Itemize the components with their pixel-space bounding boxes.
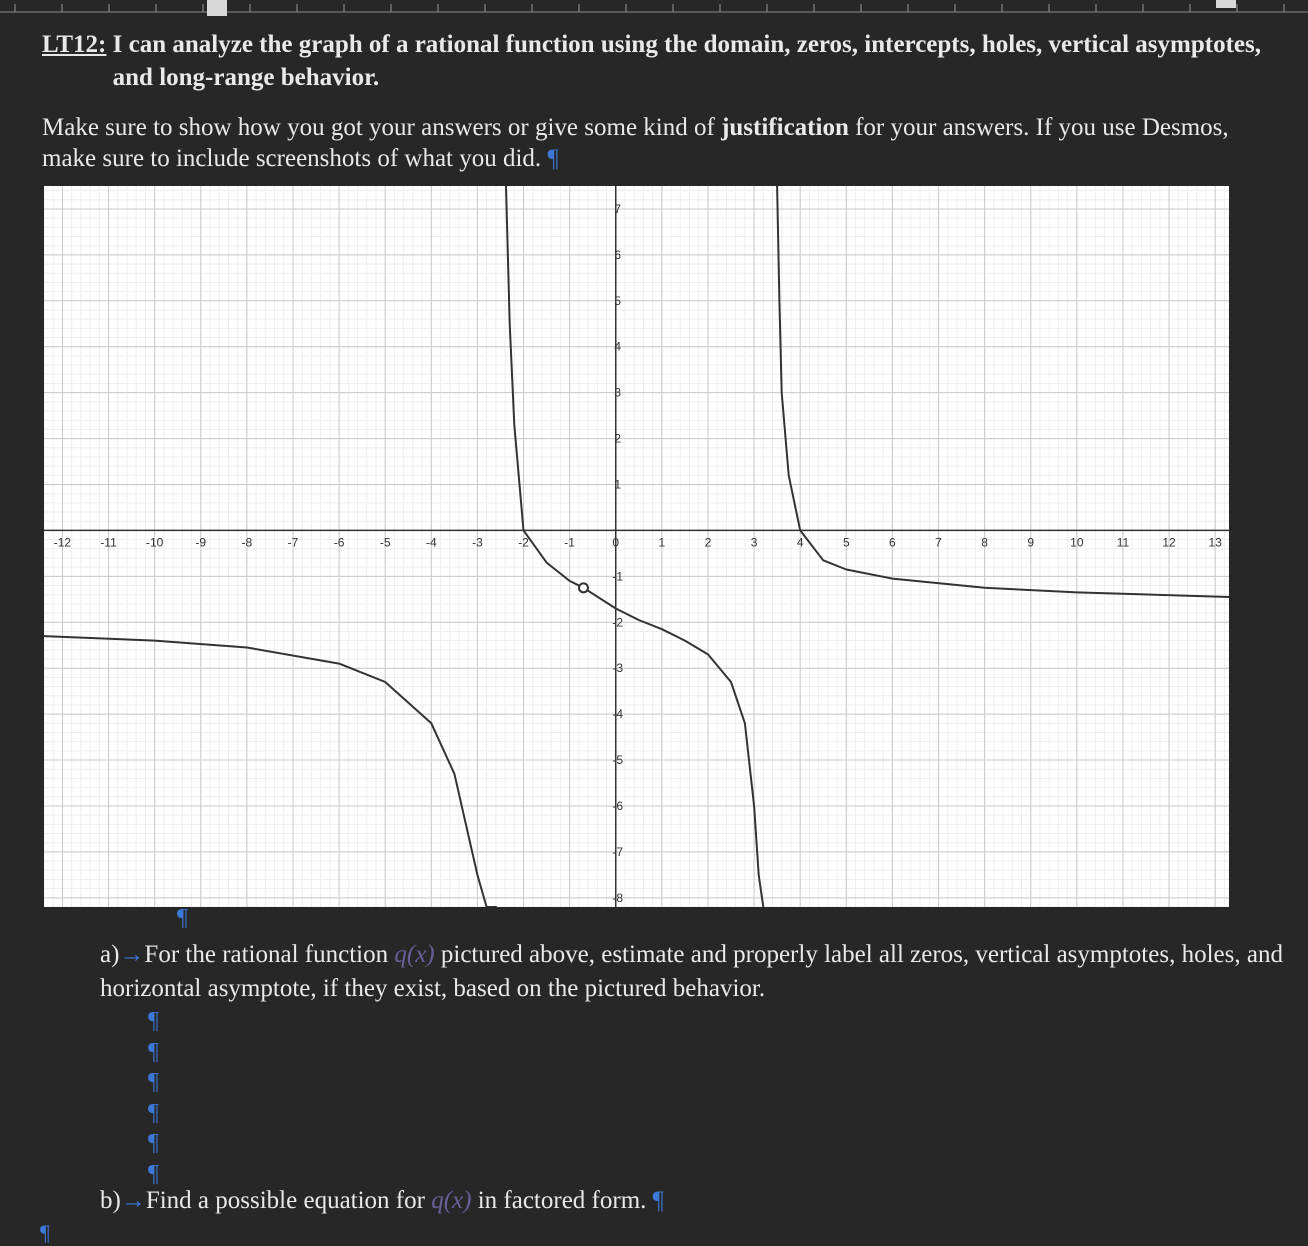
x-tick-label: -11 [100, 535, 117, 550]
x-tick-label: -5 [379, 535, 391, 550]
y-tick-label: 6 [614, 247, 622, 262]
paragraph-mark: ¶ [148, 1160, 159, 1187]
paragraph-mark: ¶ [652, 1187, 664, 1214]
x-tick-label: 1 [658, 535, 666, 550]
x-tick-label: -6 [333, 535, 345, 550]
x-tick-label: 7 [935, 535, 942, 550]
y-tick-label: -4 [612, 707, 624, 722]
x-tick-label: -1 [564, 535, 575, 550]
paragraph-mark: ¶ [40, 1220, 50, 1245]
x-tick-label: -10 [145, 535, 164, 550]
x-tick-label: 12 [1162, 535, 1176, 550]
learning-target-text: I can analyze the graph of a rational function using the domain, zeros, intercepts, holes, vertical asymptotes, and long-range behavior. [112, 31, 1261, 91]
y-tick-label: 3 [614, 385, 622, 400]
y-tick-label: -1 [612, 569, 624, 584]
y-tick-label: -5 [612, 753, 624, 768]
x-tick-label: 2 [704, 535, 712, 550]
instructions-paragraph [42, 112, 1242, 174]
question-a-label: a) [100, 941, 120, 968]
hole-marker [579, 583, 588, 592]
right-margin-marker[interactable] [1216, 0, 1236, 8]
function-q-of-x: q(x) [431, 1187, 472, 1214]
x-tick-label: 9 [1027, 535, 1035, 550]
y-tick-label: 2 [614, 431, 622, 446]
paragraph-mark: ¶ [148, 1130, 159, 1156]
x-tick-label: -9 [195, 535, 207, 550]
x-tick-label: 6 [889, 535, 896, 550]
x-tick-label: -4 [425, 535, 437, 550]
x-tick-label: -12 [53, 535, 72, 550]
indent-marker[interactable] [207, 0, 227, 16]
tab-arrow: → [120, 1187, 146, 1214]
x-tick-label: 13 [1208, 535, 1222, 550]
question-a-text-2: pictured above, estimate and properly label all zeros, vertical asymptotes, holes, and horizontal asymptote, if they exist, based on the pictured behavior. [100, 941, 1283, 1002]
question-b-text-1: Find a possible equation for [145, 1187, 425, 1214]
y-tick-label: -2 [612, 615, 624, 630]
instructions-text-2: for your answers. If you use Desmos, make sure to include screenshots of what you did. [42, 114, 1229, 172]
y-tick-label: 7 [614, 201, 622, 216]
instructions-bold-word: justification [721, 114, 849, 141]
y-tick-label: -6 [612, 798, 624, 813]
function-q-of-x: q(x) [394, 941, 435, 968]
y-tick-label: 5 [614, 293, 622, 308]
y-tick-label: 4 [614, 339, 622, 354]
y-tick-label: -3 [612, 661, 624, 676]
x-tick-label: 10 [1070, 535, 1084, 550]
question-a-text-1: For the rational function [144, 941, 389, 968]
graph-background [44, 186, 1229, 907]
y-tick-label: -7 [612, 844, 624, 859]
x-tick-label: -3 [472, 535, 483, 550]
x-tick-label: -7 [287, 535, 299, 550]
x-tick-label: 11 [1116, 535, 1130, 550]
learning-target-code: LT12: [42, 31, 107, 58]
x-tick-label: 0 [612, 535, 620, 550]
paragraph-mark: ¶ [148, 1008, 159, 1034]
document-ruler[interactable] [0, 0, 1308, 16]
question-b-label: b) [100, 1187, 121, 1214]
rational-function-graph [44, 186, 1229, 907]
question-a [100, 938, 1308, 1006]
x-tick-label: 5 [842, 535, 850, 550]
paragraph-mark: ¶ [148, 1069, 159, 1095]
instructions-text-1: Make sure to show how you got your answers or give some kind of [42, 114, 715, 141]
x-tick-label: -2 [518, 535, 529, 550]
x-tick-label: -8 [241, 535, 253, 550]
y-tick-label: 1 [614, 477, 622, 492]
paragraph-mark: ¶ [547, 145, 559, 172]
paragraph-mark: ¶ [148, 1038, 159, 1065]
question-b [100, 1184, 664, 1218]
tab-arrow: → [119, 941, 145, 968]
question-b-text-2: in factored form. [477, 1187, 647, 1214]
y-tick-label: -8 [612, 890, 624, 905]
x-tick-label: 8 [981, 535, 988, 550]
learning-target-title [42, 28, 1273, 94]
x-tick-label: 3 [750, 535, 758, 550]
paragraph-mark: ¶ [177, 905, 188, 931]
empty-paragraphs [148, 1006, 159, 1189]
x-tick-label: 4 [796, 535, 804, 550]
paragraph-mark: ¶ [148, 1099, 159, 1126]
